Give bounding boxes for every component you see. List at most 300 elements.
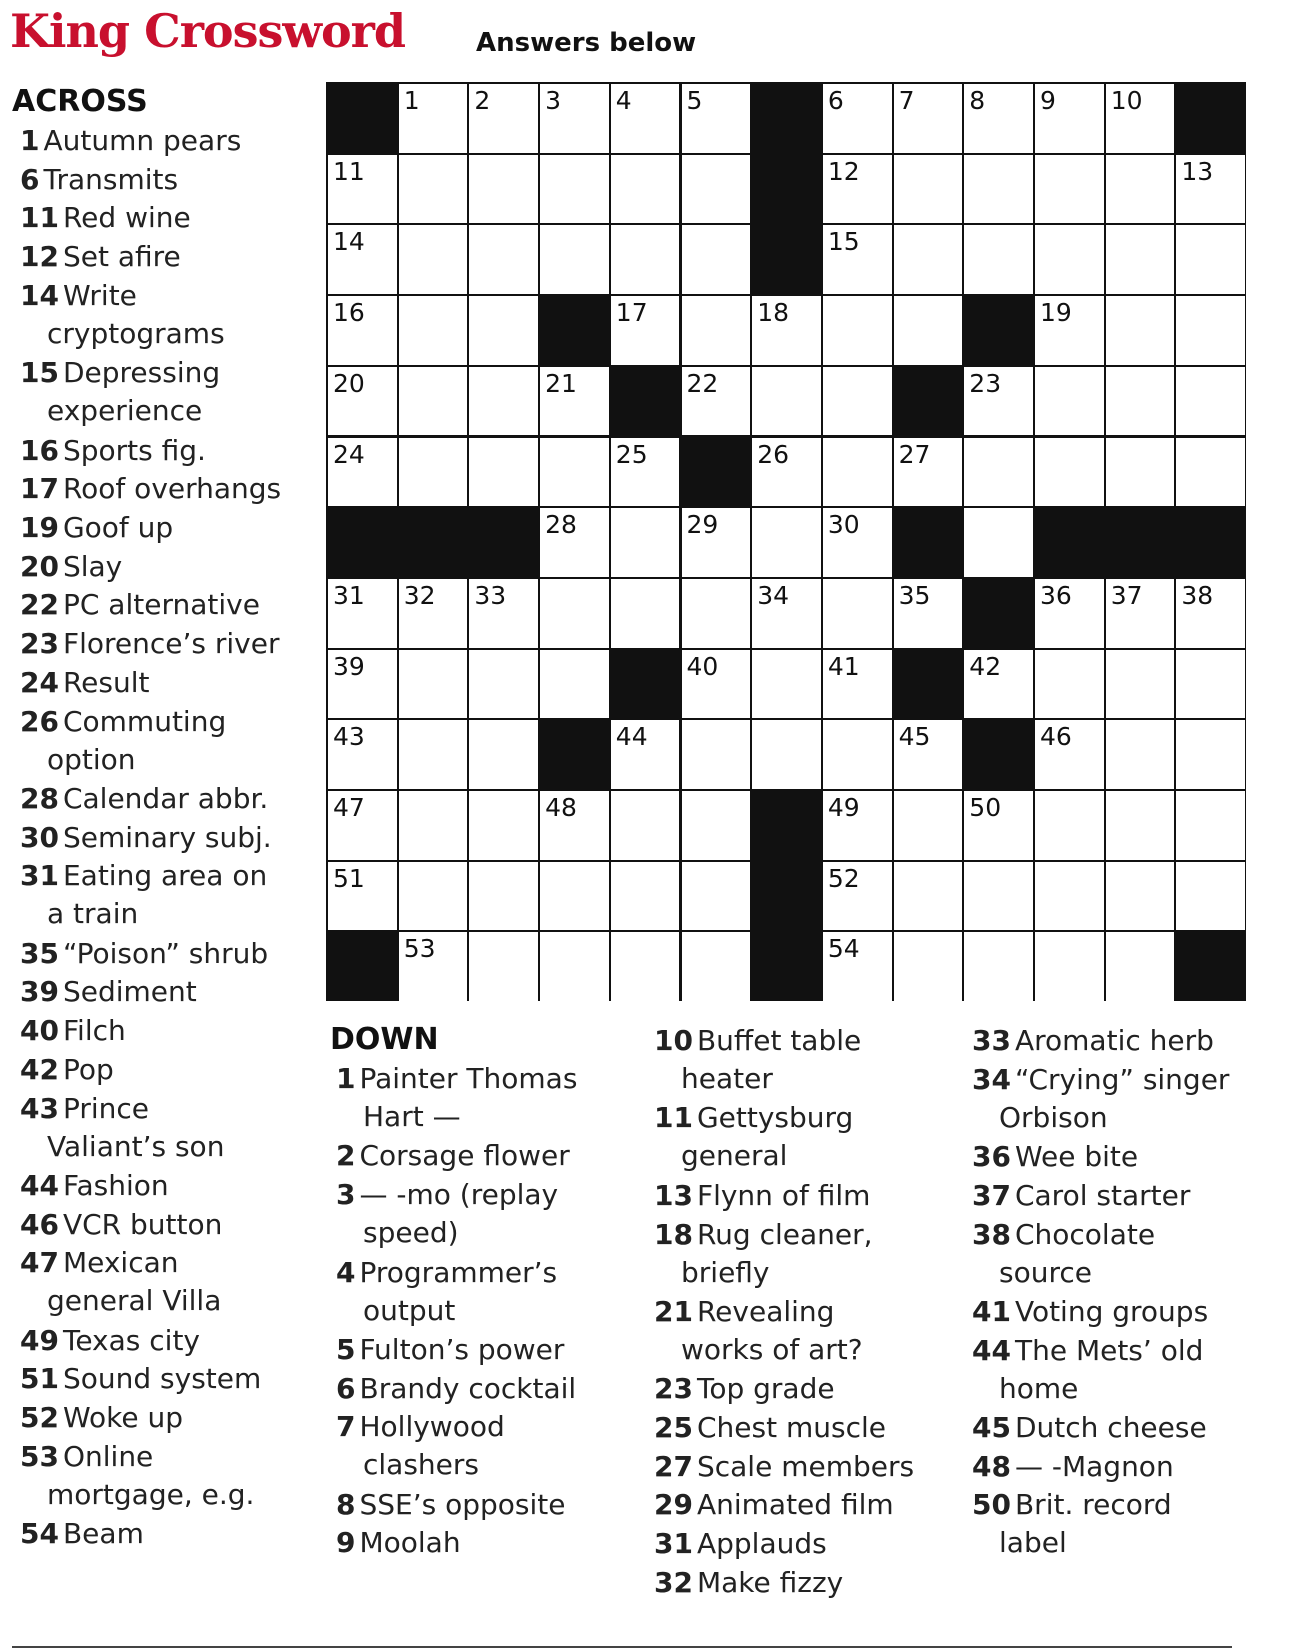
clue-item xyxy=(20,780,268,818)
clue-number: 20 xyxy=(20,549,59,583)
clue-item xyxy=(972,1061,1230,1134)
clue-number: 15 xyxy=(20,356,59,390)
cell-number: 16 xyxy=(333,298,365,328)
clue-number: 33 xyxy=(972,1024,1011,1057)
clue-item xyxy=(972,1448,1174,1486)
grid-cell[interactable] xyxy=(1106,225,1175,294)
clue-number: 44 xyxy=(20,1168,59,1202)
cell-number: 13 xyxy=(1181,156,1214,186)
grid-cell[interactable] xyxy=(1106,932,1175,1001)
grid-cell[interactable] xyxy=(1106,84,1175,153)
clue-item xyxy=(972,1022,1214,1060)
clue-text: Painter Thomas xyxy=(359,1062,578,1095)
black-square xyxy=(752,84,821,153)
clue-text: Rug cleaner, xyxy=(696,1217,873,1251)
black-square xyxy=(894,367,963,436)
grid-cell[interactable] xyxy=(1176,296,1245,365)
grid-cell[interactable] xyxy=(894,720,963,789)
clue-item xyxy=(654,1409,886,1447)
clue-item xyxy=(20,238,181,276)
clue-item xyxy=(20,1399,183,1437)
clue-text-continued: source xyxy=(999,1255,1092,1289)
grid-cell[interactable] xyxy=(1176,225,1245,294)
cell-number: 33 xyxy=(474,580,507,610)
black-square xyxy=(469,508,538,577)
grid-cell[interactable] xyxy=(894,862,963,931)
cell-number: 8 xyxy=(969,86,986,115)
grid-cell[interactable] xyxy=(1176,791,1245,860)
across-heading: ACROSS xyxy=(12,84,148,119)
grid-cell[interactable] xyxy=(894,438,963,507)
clue-text: Write xyxy=(62,278,137,312)
clue-text-continued: Hart — xyxy=(363,1100,461,1133)
cell-number: 36 xyxy=(1040,580,1072,610)
clue-item xyxy=(336,1486,566,1524)
clue-text: Chocolate xyxy=(1014,1217,1156,1251)
clue-text: Scale members xyxy=(696,1449,915,1483)
clue-text: Moolah xyxy=(359,1526,461,1560)
clue-item xyxy=(654,1448,914,1486)
grid-cell[interactable] xyxy=(1035,932,1104,1001)
clue-item xyxy=(20,973,197,1011)
clue-number: 13 xyxy=(654,1178,693,1212)
grid-cell[interactable] xyxy=(823,225,892,294)
clue-item xyxy=(336,1137,570,1175)
grid-cell[interactable] xyxy=(611,932,680,1001)
clue-text: Make fizzy xyxy=(696,1565,844,1599)
grid-cell[interactable] xyxy=(399,296,468,365)
black-square xyxy=(328,84,397,153)
grid-cell[interactable] xyxy=(328,791,397,860)
grid-cell[interactable] xyxy=(682,932,751,1001)
clue-item xyxy=(654,1177,870,1215)
grid-cell[interactable] xyxy=(1176,650,1245,719)
clue-item xyxy=(336,1370,576,1408)
cell-number: 1 xyxy=(403,86,420,115)
grid-cell[interactable] xyxy=(469,720,538,789)
grid-cell[interactable] xyxy=(1176,862,1245,931)
grid-cell[interactable] xyxy=(823,579,892,648)
grid-cell[interactable] xyxy=(964,791,1033,860)
clue-text-continued: experience xyxy=(47,394,203,428)
grid-cell[interactable] xyxy=(682,791,751,860)
grid-cell[interactable] xyxy=(328,296,397,365)
grid-cell[interactable] xyxy=(469,367,538,436)
cell-number: 15 xyxy=(827,227,860,257)
grid-cell[interactable] xyxy=(328,862,397,931)
clue-text: Set afire xyxy=(62,240,181,274)
grid-cell[interactable] xyxy=(540,367,609,436)
grid-cell[interactable] xyxy=(399,650,468,719)
black-square xyxy=(894,508,963,577)
grid-cell[interactable] xyxy=(399,367,468,436)
black-square xyxy=(540,296,609,365)
grid-cell[interactable] xyxy=(823,367,892,436)
clue-text: Filch xyxy=(62,1014,126,1048)
grid-cell[interactable] xyxy=(1106,862,1175,931)
grid-cell[interactable] xyxy=(1106,791,1175,860)
clue-number: 26 xyxy=(20,704,59,738)
grid-cell[interactable] xyxy=(823,932,892,1001)
grid-cell[interactable] xyxy=(752,579,821,648)
clue-item xyxy=(20,354,221,428)
grid-cell[interactable] xyxy=(823,155,892,224)
clue-number: 52 xyxy=(20,1401,59,1435)
grid-cell[interactable] xyxy=(611,438,680,507)
clue-text: PC alternative xyxy=(62,588,260,622)
grid-cell[interactable] xyxy=(1106,579,1175,648)
grid-cell[interactable] xyxy=(1106,720,1175,789)
clue-text: Red wine xyxy=(62,201,191,235)
black-square xyxy=(682,438,751,507)
grid-cell[interactable] xyxy=(964,84,1033,153)
grid-cell[interactable] xyxy=(894,155,963,224)
clue-text: The Mets’ old xyxy=(1014,1333,1204,1367)
clue-item xyxy=(20,1167,169,1205)
grid-cell[interactable] xyxy=(823,862,892,931)
cell-number: 39 xyxy=(333,651,365,681)
grid-cell[interactable] xyxy=(611,296,680,365)
clue-text-continued: a train xyxy=(47,897,139,931)
grid-cell[interactable] xyxy=(894,225,963,294)
clue-text-continued: speed) xyxy=(363,1216,459,1250)
clue-item xyxy=(336,1408,505,1482)
grid-cell[interactable] xyxy=(540,84,609,153)
grid-cell[interactable] xyxy=(611,720,680,789)
clue-number: 49 xyxy=(20,1323,59,1357)
grid-cell[interactable] xyxy=(894,579,963,648)
grid-cell[interactable] xyxy=(964,367,1033,436)
grid-cell[interactable] xyxy=(540,862,609,931)
grid-cell[interactable] xyxy=(1176,720,1245,789)
grid-cell[interactable] xyxy=(1106,155,1175,224)
grid-cell[interactable] xyxy=(964,862,1033,931)
grid-cell[interactable] xyxy=(469,932,538,1001)
clue-item xyxy=(336,1176,559,1250)
grid-cell[interactable] xyxy=(469,155,538,224)
clue-text: Carol starter xyxy=(1014,1178,1191,1212)
grid-cell[interactable] xyxy=(540,155,609,224)
grid-cell[interactable] xyxy=(540,791,609,860)
grid-cell[interactable] xyxy=(328,579,397,648)
black-square xyxy=(752,225,821,294)
grid-cell[interactable] xyxy=(469,791,538,860)
grid-cell[interactable] xyxy=(540,438,609,507)
grid-cell[interactable] xyxy=(1176,579,1245,648)
grid-cell[interactable] xyxy=(964,508,1033,577)
black-square xyxy=(1176,84,1245,153)
cell-number: 24 xyxy=(333,439,365,469)
black-square xyxy=(964,296,1033,365)
clue-number: 9 xyxy=(336,1526,356,1560)
grid-cell[interactable] xyxy=(752,438,821,507)
cell-number: 7 xyxy=(898,86,915,115)
cell-number: 18 xyxy=(757,298,789,328)
grid-cell[interactable] xyxy=(1035,579,1104,648)
clue-number: 36 xyxy=(972,1140,1011,1174)
grid-cell[interactable] xyxy=(399,155,468,224)
clue-text: Prince xyxy=(62,1091,150,1125)
clue-item xyxy=(972,1216,1156,1289)
grid-cell[interactable] xyxy=(823,508,892,577)
grid-cell[interactable] xyxy=(399,862,468,931)
clue-item xyxy=(654,1216,873,1289)
black-square xyxy=(964,579,1033,648)
clue-item xyxy=(20,625,279,663)
grid-cell[interactable] xyxy=(611,155,680,224)
grid-cell[interactable] xyxy=(469,84,538,153)
cell-number: 3 xyxy=(545,86,561,115)
clue-text-continued: works of art? xyxy=(681,1332,863,1366)
clue-text: Aromatic herb xyxy=(1014,1024,1214,1057)
grid-cell[interactable] xyxy=(964,438,1033,507)
clue-text: Fashion xyxy=(62,1168,169,1202)
cell-number: 26 xyxy=(757,439,789,469)
grid-cell[interactable] xyxy=(469,225,538,294)
cell-number: 5 xyxy=(686,86,703,115)
clue-text: Sports fig. xyxy=(62,433,206,467)
grid-cell[interactable] xyxy=(328,367,397,436)
clue-item xyxy=(20,1012,126,1050)
grid-cell[interactable] xyxy=(1035,84,1104,153)
grid-cell[interactable] xyxy=(894,296,963,365)
clue-text: Slay xyxy=(62,549,123,583)
grid-cell[interactable] xyxy=(823,650,892,719)
grid-cell[interactable] xyxy=(1106,296,1175,365)
grid-cell[interactable] xyxy=(1035,155,1104,224)
clue-item xyxy=(20,586,260,624)
grid-cell[interactable] xyxy=(399,579,468,648)
grid-cell[interactable] xyxy=(964,225,1033,294)
cell-number: 17 xyxy=(615,298,648,328)
clue-text: Animated film xyxy=(696,1488,894,1522)
cell-number: 10 xyxy=(1110,86,1143,115)
grid-cell[interactable] xyxy=(894,791,963,860)
grid-cell[interactable] xyxy=(964,650,1033,719)
grid-cell[interactable] xyxy=(682,225,751,294)
grid-cell[interactable] xyxy=(964,932,1033,1001)
clue-item xyxy=(20,199,191,237)
clue-text-continued: home xyxy=(999,1371,1079,1405)
grid-cell[interactable] xyxy=(752,720,821,789)
clue-item xyxy=(20,857,268,931)
clue-item xyxy=(972,1177,1190,1215)
clue-text: Depressing xyxy=(62,356,221,390)
grid-cell[interactable] xyxy=(1106,650,1175,719)
grid-cell[interactable] xyxy=(1176,438,1245,507)
clue-number: 21 xyxy=(654,1294,693,1328)
grid-cell[interactable] xyxy=(1035,225,1104,294)
grid-cell[interactable] xyxy=(1035,862,1104,931)
cell-number: 23 xyxy=(969,368,1002,398)
cell-number: 11 xyxy=(333,156,365,186)
grid-cell[interactable] xyxy=(682,862,751,931)
clue-number: 42 xyxy=(20,1052,59,1086)
cell-number: 20 xyxy=(333,368,365,398)
clue-number: 48 xyxy=(972,1449,1011,1483)
grid-cell[interactable] xyxy=(823,791,892,860)
grid-cell[interactable] xyxy=(469,296,538,365)
grid-cell[interactable] xyxy=(328,650,397,719)
grid-cell[interactable] xyxy=(399,720,468,789)
grid-cell[interactable] xyxy=(540,650,609,719)
grid-cell[interactable] xyxy=(611,508,680,577)
cell-number: 54 xyxy=(827,934,860,964)
cell-number: 22 xyxy=(686,368,719,398)
clue-text-continued: option xyxy=(47,742,136,776)
grid-cell[interactable] xyxy=(540,932,609,1001)
grid-cell[interactable] xyxy=(540,508,609,577)
clue-item xyxy=(972,1138,1138,1176)
grid-cell[interactable] xyxy=(540,225,609,294)
clue-item xyxy=(336,1331,564,1369)
clue-text: Sound system xyxy=(62,1362,262,1396)
grid-cell[interactable] xyxy=(328,155,397,224)
grid-cell[interactable] xyxy=(823,438,892,507)
grid-cell[interactable] xyxy=(611,225,680,294)
grid-cell[interactable] xyxy=(328,225,397,294)
black-square xyxy=(752,862,821,931)
cell-number: 34 xyxy=(757,580,789,610)
grid-cell[interactable] xyxy=(611,579,680,648)
black-square xyxy=(752,791,821,860)
grid-cell[interactable] xyxy=(682,579,751,648)
grid-cell[interactable] xyxy=(1035,438,1104,507)
cell-number: 2 xyxy=(474,86,491,115)
grid-cell[interactable] xyxy=(469,579,538,648)
black-square xyxy=(399,508,468,577)
grid-cell[interactable] xyxy=(399,225,468,294)
grid-cell[interactable] xyxy=(964,155,1033,224)
grid-cell[interactable] xyxy=(469,650,538,719)
clue-item xyxy=(20,1090,225,1163)
grid-cell[interactable] xyxy=(611,862,680,931)
clue-number: 6 xyxy=(336,1371,356,1405)
cell-number: 46 xyxy=(1040,722,1072,752)
grid-cell[interactable] xyxy=(682,367,751,436)
clue-item xyxy=(972,1293,1208,1331)
clue-item xyxy=(972,1409,1207,1447)
black-square xyxy=(328,508,397,577)
grid-cell[interactable] xyxy=(1176,155,1245,224)
black-square xyxy=(894,650,963,719)
clue-text: Goof up xyxy=(62,511,174,544)
black-square xyxy=(540,720,609,789)
grid-cell[interactable] xyxy=(469,862,538,931)
clue-item xyxy=(972,1486,1172,1560)
clue-text: Transmits xyxy=(43,162,179,196)
clue-text: Florence’s river xyxy=(62,627,280,661)
grid-cell[interactable] xyxy=(682,155,751,224)
black-square xyxy=(1176,932,1245,1001)
clue-text: Online xyxy=(62,1439,154,1473)
cell-number: 50 xyxy=(969,793,1002,822)
clue-text: Roof overhangs xyxy=(62,472,282,506)
grid-cell[interactable] xyxy=(469,438,538,507)
cell-number: 48 xyxy=(545,793,577,822)
clue-item xyxy=(654,1525,827,1563)
grid-cell[interactable] xyxy=(399,84,468,153)
cell-number: 19 xyxy=(1040,298,1072,328)
down-heading: DOWN xyxy=(330,1022,439,1057)
clue-number: 54 xyxy=(20,1517,59,1551)
grid-cell[interactable] xyxy=(1035,720,1104,789)
grid-cell[interactable] xyxy=(1106,367,1175,436)
grid-cell[interactable] xyxy=(611,791,680,860)
grid-cell[interactable] xyxy=(399,438,468,507)
grid-cell[interactable] xyxy=(1106,438,1175,507)
clue-text: Voting groups xyxy=(1014,1294,1209,1328)
cell-number: 14 xyxy=(333,227,365,257)
clue-item xyxy=(336,1524,461,1562)
cell-number: 38 xyxy=(1181,580,1214,610)
grid-cell[interactable] xyxy=(682,508,751,577)
cell-number: 37 xyxy=(1110,580,1143,610)
clue-number: 40 xyxy=(20,1014,59,1048)
black-square xyxy=(964,720,1033,789)
grid-cell[interactable] xyxy=(823,84,892,153)
clue-item xyxy=(20,1244,222,1318)
clue-item xyxy=(20,664,149,702)
grid-cell[interactable] xyxy=(682,650,751,719)
clue-text: Sediment xyxy=(62,975,197,1009)
grid-cell[interactable] xyxy=(682,296,751,365)
clue-number: 46 xyxy=(20,1207,59,1241)
clue-number: 12 xyxy=(20,240,59,274)
clue-text: Applauds xyxy=(696,1527,827,1561)
clue-item xyxy=(654,1564,843,1602)
clue-number: 5 xyxy=(336,1332,356,1366)
clue-text: Buffet table xyxy=(696,1024,862,1057)
grid-cell[interactable] xyxy=(894,84,963,153)
cell-number: 35 xyxy=(898,580,931,610)
grid-cell[interactable] xyxy=(1035,367,1104,436)
grid-cell[interactable] xyxy=(1176,367,1245,436)
clue-text-continued: clashers xyxy=(363,1448,479,1482)
grid-cell[interactable] xyxy=(823,720,892,789)
grid-cell[interactable] xyxy=(752,367,821,436)
grid-cell[interactable] xyxy=(1035,650,1104,719)
clue-text: Fulton’s power xyxy=(359,1332,565,1366)
grid-cell[interactable] xyxy=(399,932,468,1001)
clue-number: 25 xyxy=(654,1411,693,1444)
clue-number: 53 xyxy=(20,1439,59,1473)
grid-cell[interactable] xyxy=(611,84,680,153)
grid-cell[interactable] xyxy=(752,508,821,577)
grid-cell[interactable] xyxy=(328,720,397,789)
grid-cell[interactable] xyxy=(682,84,751,153)
clue-number: 6 xyxy=(20,162,40,196)
grid-cell[interactable] xyxy=(399,791,468,860)
cell-number: 53 xyxy=(403,934,436,964)
clue-text-continued: general xyxy=(681,1139,788,1173)
grid-cell[interactable] xyxy=(752,650,821,719)
grid-cell[interactable] xyxy=(1035,296,1104,365)
grid-cell[interactable] xyxy=(823,296,892,365)
page-title: King Crossword xyxy=(10,4,406,58)
grid-cell[interactable] xyxy=(682,720,751,789)
grid-cell[interactable] xyxy=(328,438,397,507)
grid-cell[interactable] xyxy=(752,296,821,365)
grid-cell[interactable] xyxy=(540,579,609,648)
grid-cell[interactable] xyxy=(894,932,963,1001)
grid-cell[interactable] xyxy=(1035,791,1104,860)
clue-text: Dutch cheese xyxy=(1014,1411,1207,1444)
clue-number: 19 xyxy=(20,511,59,544)
black-square xyxy=(611,650,680,719)
cell-number: 51 xyxy=(333,863,365,893)
crossword-grid[interactable] xyxy=(326,82,1246,1001)
